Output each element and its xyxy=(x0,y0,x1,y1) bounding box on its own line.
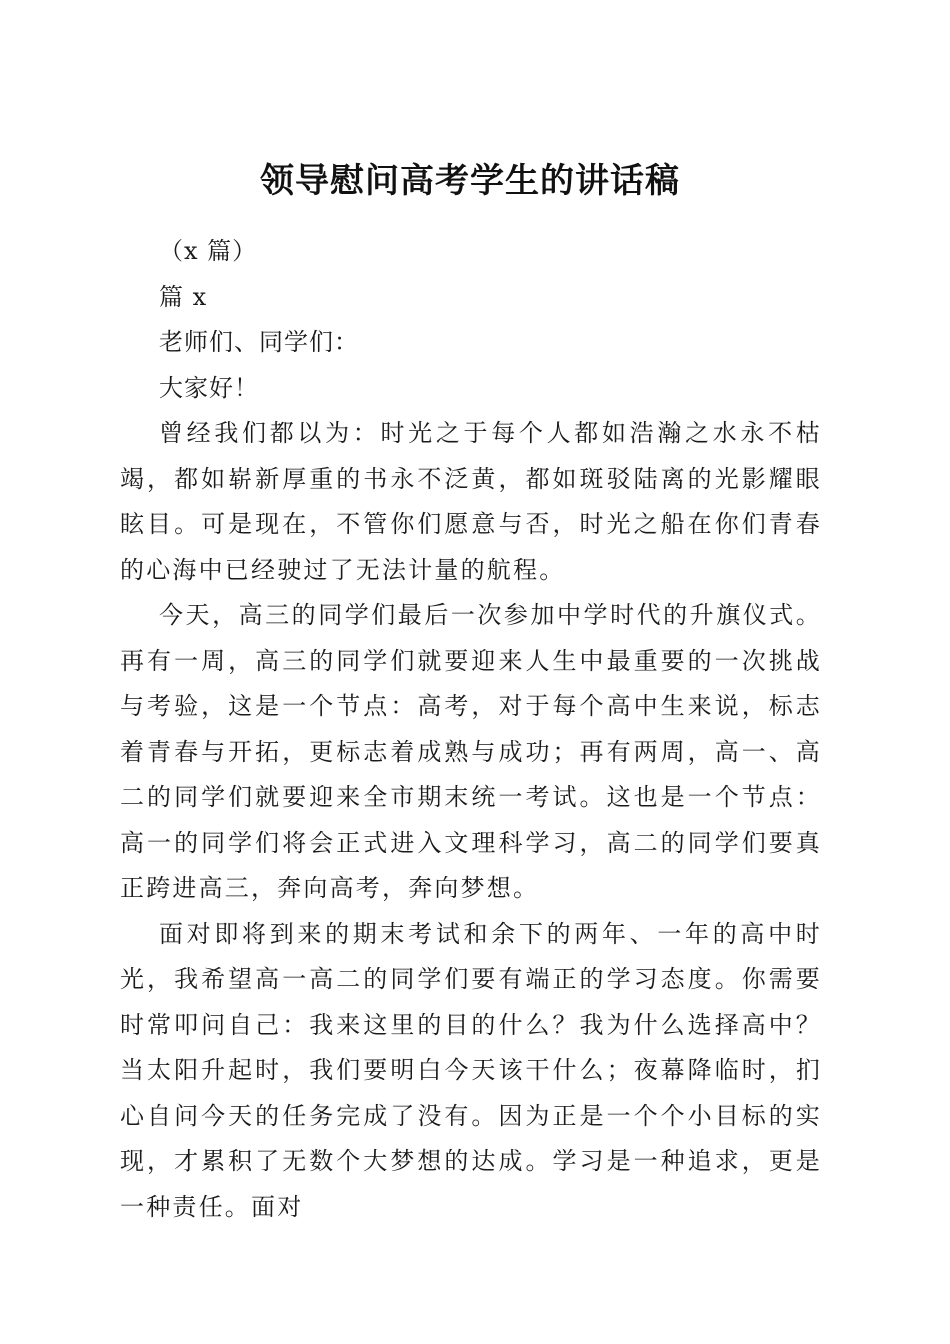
paragraph: 曾经我们都以为：时光之于每个人都如浩瀚之水永不枯竭，都如崭新厚重的书永不泛黄，都如斑驳陆离的光影耀眼眩目。可是现在，不管你们愿意与否，时光之船在你们青春的心海中已经驶过了无法计量的航程。 xyxy=(120,419,822,584)
article-count-line: （x 篇） xyxy=(159,237,258,265)
document-body xyxy=(120,229,822,1230)
paragraph: 面对即将到来的期末考试和余下的两年、一年的高中时光，我希望高一高二的同学们要有端正的学习态度。你需要时常叩问自己：我来这里的目的什么？我为什么选择高中？当太阳升起时，我们要明白今天该干什么；夜幕降临时，扪心自问今天的任务完成了没有。因为正是一个个小目标的实现，才累积了无数个大梦想的达成。学习是一种追求，更是一种责任。面对 xyxy=(120,919,822,1221)
salutation: 老师们、同学们： xyxy=(159,328,359,356)
greeting: 大家好！ xyxy=(159,373,259,402)
section-heading: 篇 x xyxy=(159,282,208,311)
document-title: 领导慰问高考学生的讲话稿 xyxy=(260,160,680,201)
paragraph: 今天，高三的同学们最后一次参加中学时代的升旗仪式。再有一周，高三的同学们就要迎来人生中最重要的一次挑战与考验，这是一个节点：高考，对于每个高中生来说，标志着青春与开拓，更标志着成熟与成功；再有两周，高一、高二的同学们就要迎来全市期末统一考试。这也是一个节点：高一的同学们将会正式进入文理科学习，高二的同学们要真正跨进高三，奔向高考，奔向梦想。 xyxy=(120,601,822,902)
